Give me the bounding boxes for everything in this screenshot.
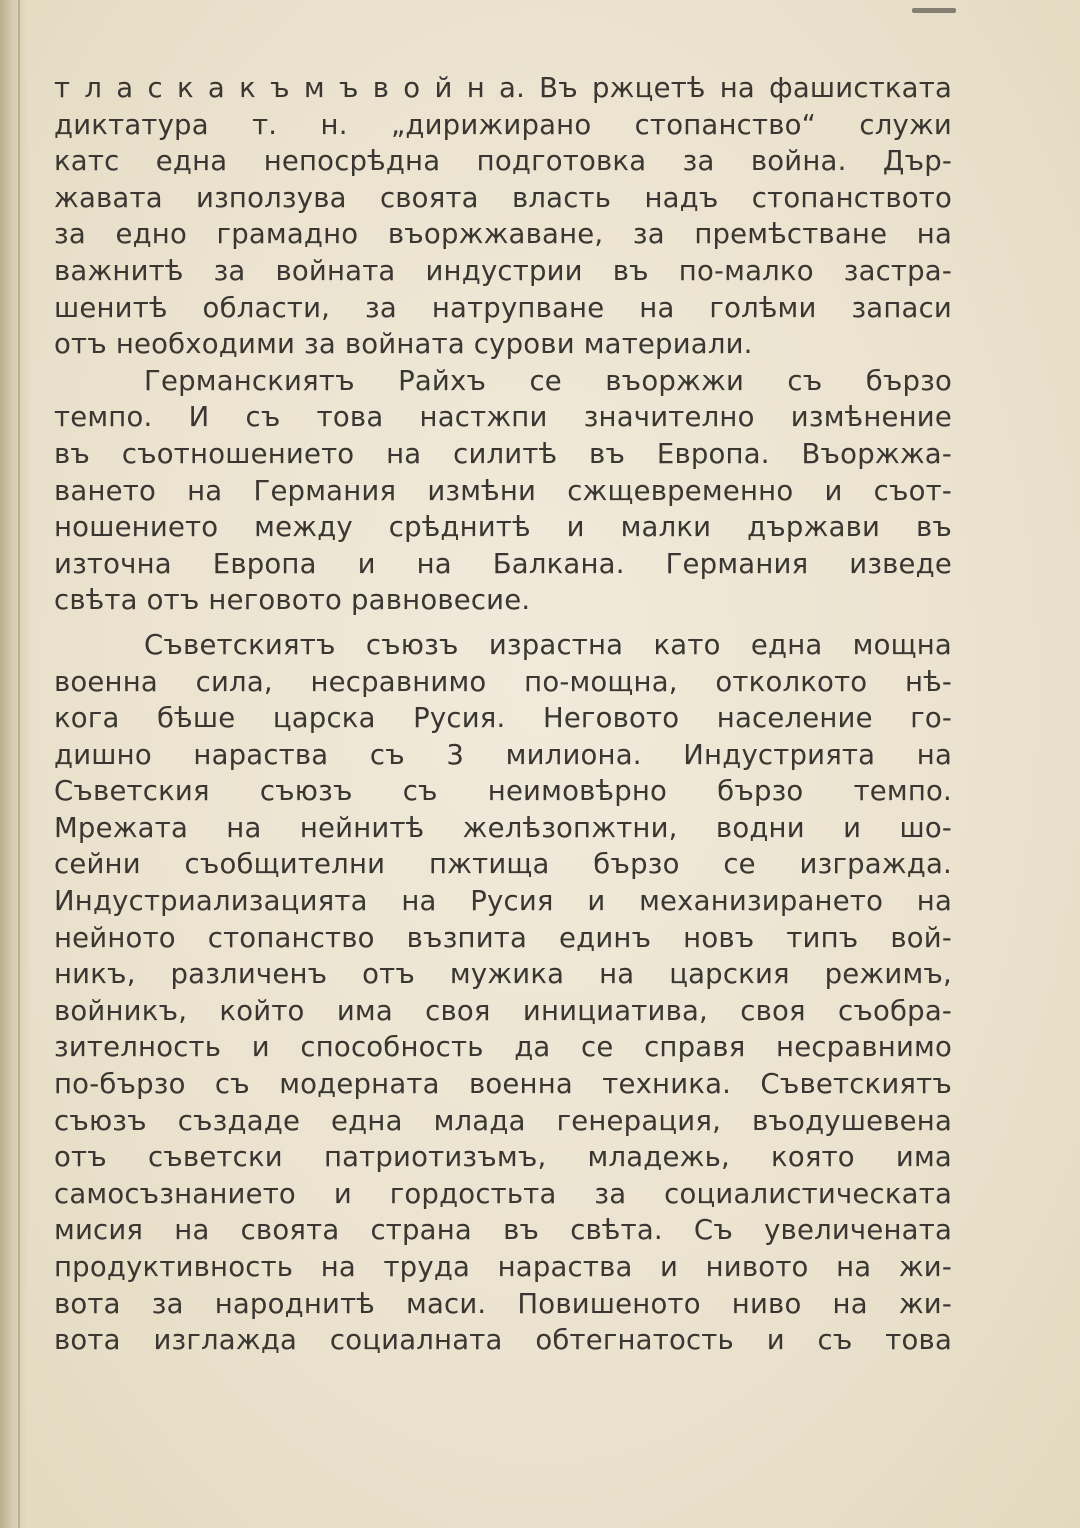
text-line: въ съотношението на силитѣ въ Европа. Въоржжа-	[54, 437, 952, 470]
book-spine-shadow	[0, 0, 30, 1528]
text-line: вота за народнитѣ маси. Повишеното ниво на жи-	[54, 1287, 952, 1320]
text-line: темпо. И съ това настжпи значително измѣнение	[54, 401, 952, 434]
text-line: жавата използува своята власть надъ стопанството	[54, 181, 952, 214]
text-line: дишно нараства съ 3 милиона. Индустрията на	[54, 738, 952, 771]
text-line: източна Европа и на Балкана. Германия изведе	[54, 547, 952, 580]
text-line: съюзъ създаде една млада генерация, въодушевена	[54, 1104, 952, 1137]
text-line: военна сила, несравнимо по-мощна, отколкото нѣ-	[54, 665, 952, 698]
text-line: вота изглажда социалната обтегнатость и съ това	[54, 1324, 952, 1357]
text-line: ношението между срѣднитѣ и малки държави въ	[54, 511, 952, 544]
text-line: продуктивность на труда нараства и нивото на жи-	[54, 1251, 952, 1283]
page-number-fragment	[912, 8, 956, 13]
text-line: свѣта отъ неговото равновесие.	[54, 584, 531, 617]
text-line: катс една непосрѣдна подготовка за война. Дър-	[54, 145, 952, 178]
text-line: диктатура т. н. „дирижирано стопанство“ служи	[54, 108, 952, 141]
text-line: Мрежата на нейнитѣ желѣзопжтни, водни и шо-	[54, 811, 952, 844]
text-line: зителность и способность да се справя несравнимо	[54, 1031, 952, 1064]
text-line: за едно грамадно въоржжаване, за премѣстване на	[54, 218, 952, 251]
text-line: Индустриализацията на Русия и механизирането на	[54, 885, 952, 918]
paragraph-first-line: Германскиятъ Райхъ се въоржжи съ бързо	[144, 364, 952, 397]
paragraph-spacing	[54, 619, 952, 627]
text-line: важнитѣ за войната индустрии въ по-малко застра-	[54, 254, 952, 287]
text-line: т л а с к а к ъ м ъ в о й н а. Въ ржцетѣ на фашистката	[54, 72, 952, 104]
text-line: никъ, различенъ отъ мужика на царския режимъ,	[54, 958, 952, 991]
text-line: войникъ, който има своя инициатива, своя съобра-	[54, 994, 952, 1027]
paragraph-first-line: Съветскиятъ съюзъ израстна като една мощна	[144, 628, 952, 661]
text-line: отъ необходими за войната сурови материали.	[54, 328, 753, 361]
text-line: мисия на своята страна въ свѣта. Съ увеличената	[54, 1214, 952, 1247]
text-line: ването на Германия измѣни сжщевременно и съот-	[54, 474, 952, 507]
body-text	[54, 70, 952, 1359]
text-line: самосъзнанието и гордостьта за социалистическата	[54, 1177, 952, 1210]
text-line: Съветския съюзъ съ неимовѣрно бързо темпо.	[54, 775, 952, 808]
text-line: кога бѣше царска Русия. Неговото население го-	[54, 702, 952, 735]
binding-edge	[18, 0, 20, 1528]
text-line: отъ съветски патриотизъмъ, младежь, която има	[54, 1141, 952, 1174]
text-line: нейното стопанство възпита единъ новъ типъ вой-	[54, 921, 952, 954]
text-line: по-бързо съ модерната военна техника. Съветскиятъ	[54, 1068, 952, 1101]
text-line: сейни съобщителни пжтища бързо се изгражда.	[54, 848, 952, 881]
text-line: шенитѣ области, за натрупване на голѣми запаси	[54, 291, 952, 324]
